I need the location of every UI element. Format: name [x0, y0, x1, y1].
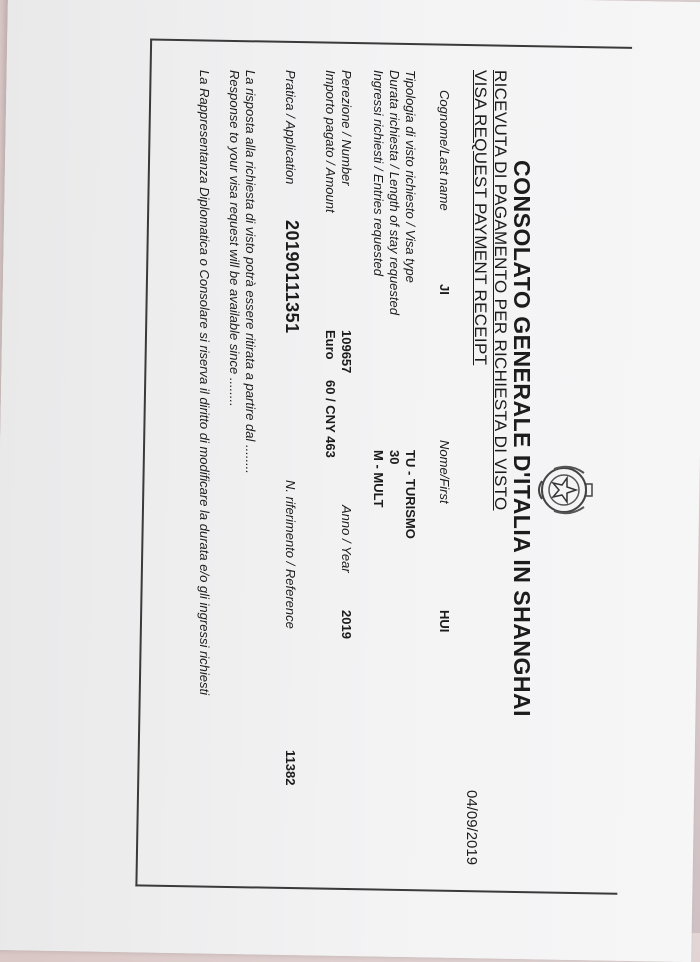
number-value: 109657 [339, 330, 354, 374]
subtitle-english: VISA REQUEST PAYMENT RECEIPT [471, 70, 490, 366]
year-label: Anno / Year [339, 505, 354, 573]
disclaimer: La Rappresentanza Diplomatica o Consolare si riserva il diritto di modificare la durata e/o gli ingressi richiesti [197, 70, 212, 696]
receipt-document [170, 60, 630, 866]
year-value: 2019 [339, 610, 354, 639]
stay-length-value: 30 [387, 450, 402, 465]
visa-type-label: Tipologia di visto richiesto / Visa type [403, 70, 418, 283]
first-name-label: Nome/First [437, 440, 452, 504]
subtitle-italian: RICEVUTA DI PAGAMENTO PER RICHIESTA DI VISTO [491, 70, 510, 511]
reference-value: 11382 [283, 750, 298, 786]
first-name-value: HUI [437, 610, 452, 633]
entries-label: Ingressi richiesti / Entries requested [371, 70, 386, 276]
application-number: 20190111351 [282, 220, 302, 334]
surname-value: JI [437, 284, 452, 295]
response-note-italian: La risposta alla richiesta di visto potrà essere ritirata a partire dal ........ [243, 70, 258, 474]
reference-label: N. riferimento / Reference [283, 480, 298, 629]
surname-label: Cognome/Last name [437, 90, 452, 211]
consulate-title: CONSOLATO GENERALE D'ITALIA IN SHANGHAI [509, 160, 535, 717]
italian-emblem-icon [530, 455, 600, 525]
receipt-date: 04/09/2019 [463, 790, 480, 866]
amount-label: Importo pagato / Amount [323, 70, 338, 213]
response-note-english: Response to your visa request will be available since ........ [227, 70, 242, 407]
entries-value: M - MULT [371, 450, 386, 508]
amount-value: 60 / CNY 463 [323, 380, 338, 458]
application-label: Pratica / Application [283, 70, 298, 185]
visa-type-value: TU - TURISMO [403, 450, 418, 539]
amount-currency: Euro [323, 330, 338, 360]
stay-length-label: Durata richiesta / Length of stay requested [387, 70, 402, 315]
number-label: Perezione / Number [339, 70, 354, 186]
